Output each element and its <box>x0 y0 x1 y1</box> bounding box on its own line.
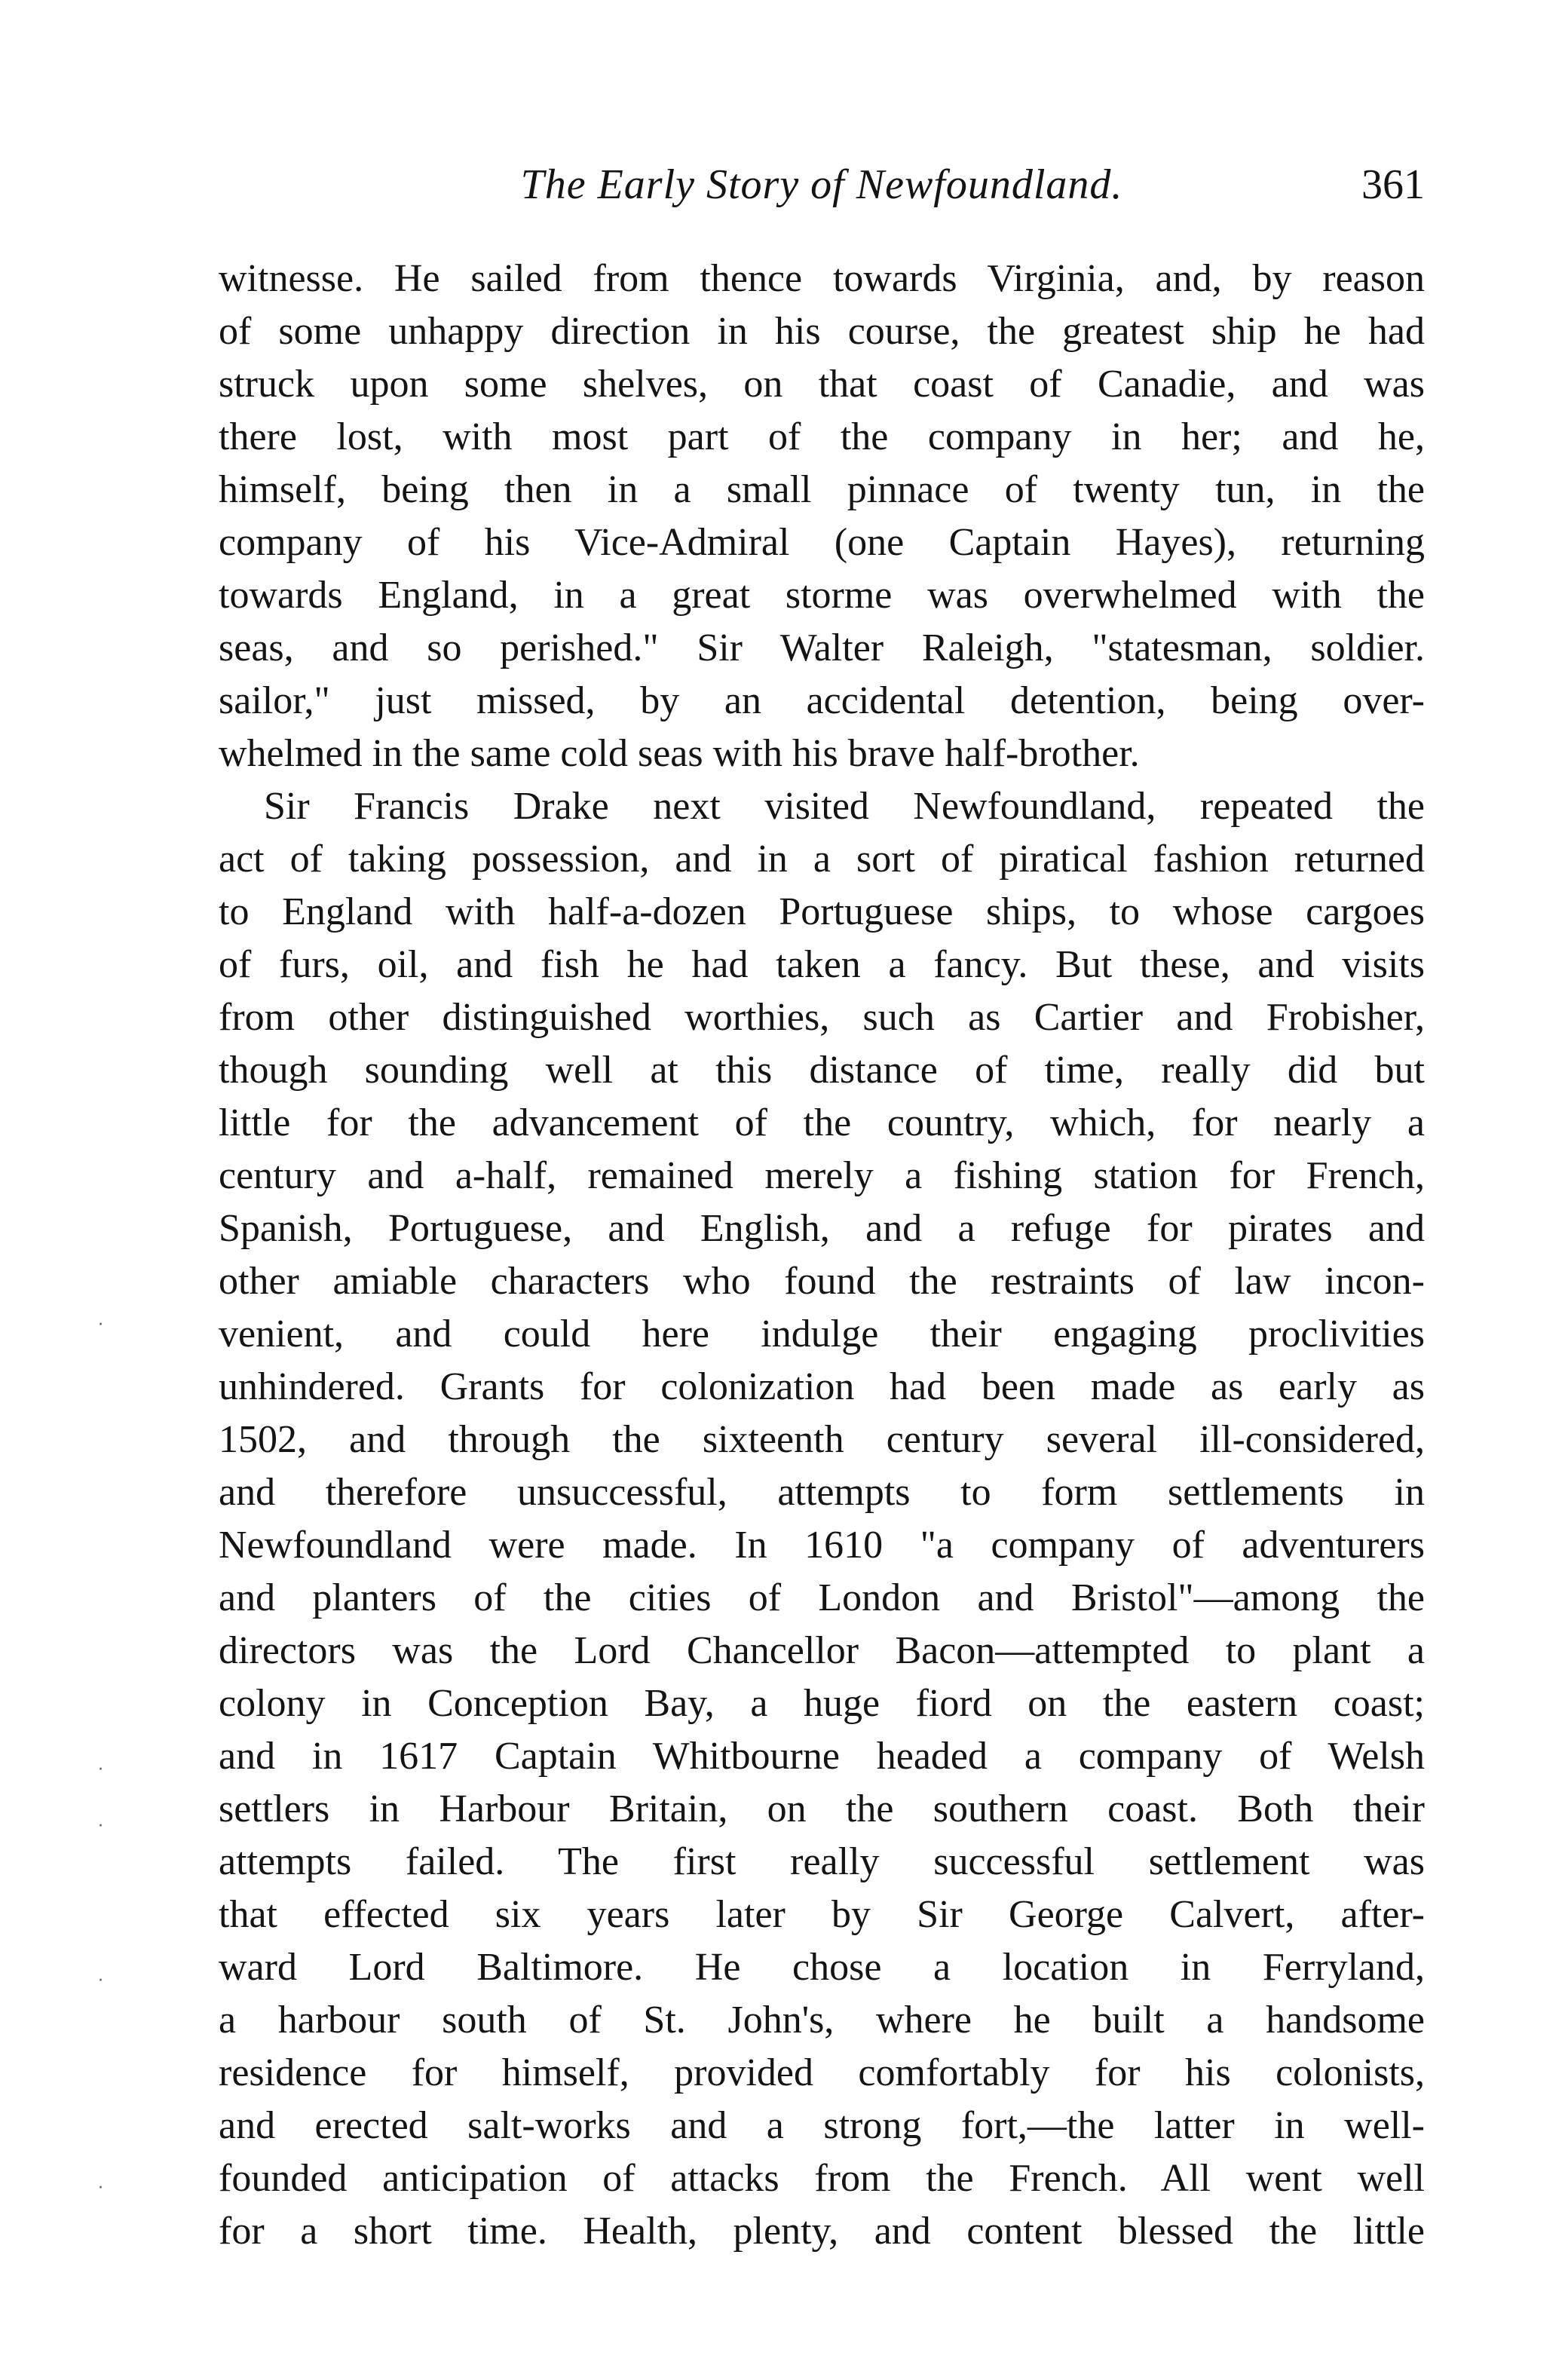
text-line: Spanish, Portuguese, and English, and a refuge for pirates and <box>219 1207 1425 1250</box>
text-line: residence for himself, provided comfortably for his colonists, <box>219 2051 1425 2094</box>
text-line: whelmed in the same cold seas with his brave half-brother. <box>219 732 1140 775</box>
page-number: 361 <box>1361 161 1425 208</box>
text-line: act of taking possession, and in a sort of piratical fashion returned <box>219 838 1425 881</box>
margin-speck: · <box>98 1817 103 1836</box>
text-line: colony in Conception Bay, a huge fiord on the eastern coast; <box>219 1682 1425 1725</box>
text-line: unhindered. Grants for colonization had been made as early as <box>219 1365 1425 1408</box>
text-line: that effected six years later by Sir George Calvert, after- <box>219 1893 1425 1936</box>
text-line: and in 1617 Captain Whitbourne headed a company of Welsh <box>219 1735 1425 1778</box>
text-line: witnesse. He sailed from thence towards Virginia, and, by reason <box>219 257 1425 300</box>
text-line: Newfoundland were made. In 1610 "a company of adventurers <box>219 1524 1425 1567</box>
text-line: struck upon some shelves, on that coast of Canadie, and was <box>219 363 1425 406</box>
text-line: himself, being then in a small pinnace of twenty tun, in the <box>219 468 1425 511</box>
text-line: though sounding well at this distance of time, really did but <box>219 1049 1425 1092</box>
text-line: and therefore unsuccessful, attempts to form settlements in <box>219 1471 1425 1514</box>
text-line: for a short time. Health, plenty, and content blessed the little <box>219 2210 1425 2253</box>
running-title: The Early Story of Newfoundland. <box>520 161 1123 208</box>
text-line: ward Lord Baltimore. He chose a location in Ferryland, <box>219 1946 1425 1989</box>
text-line: little for the advancement of the country, which, for nearly a <box>219 1101 1425 1144</box>
text-line: from other distinguished worthies, such as Cartier and Frobisher, <box>219 996 1425 1039</box>
text-line: 1502, and through the sixteenth century several ill-considered, <box>219 1418 1425 1461</box>
text-line: seas, and so perished." Sir Walter Raleigh, "statesman, soldier. <box>219 626 1425 669</box>
text-line: attempts failed. The first really successful settlement was <box>219 1840 1425 1883</box>
margin-speck: · <box>98 1971 103 1990</box>
text-line: other amiable characters who found the restraints of law incon- <box>219 1260 1425 1303</box>
text-line: there lost, with most part of the company in her; and he, <box>219 415 1425 458</box>
running-header <box>219 155 1425 215</box>
text-line: founded anticipation of attacks from the French. All went well <box>219 2157 1425 2200</box>
text-line: Sir Francis Drake next visited Newfoundland, repeated the <box>264 785 1425 828</box>
text-line: and erected salt-works and a strong fort,—the latter in well- <box>219 2104 1425 2147</box>
text-line: to England with half-a-dozen Portuguese ships, to whose cargoes <box>219 890 1425 933</box>
text-line: directors was the Lord Chancellor Bacon—attempted to plant a <box>219 1629 1425 1672</box>
text-line: towards England, in a great storme was overwhelmed with the <box>219 574 1425 617</box>
margin-speck: · <box>98 1316 103 1334</box>
margin-speck: · <box>98 2179 103 2198</box>
text-line: of some unhappy direction in his course, the greatest ship he had <box>219 310 1425 353</box>
margin-speck: · <box>98 1760 103 1779</box>
text-line: a harbour south of St. John's, where he built a handsome <box>219 1999 1425 2042</box>
text-line: venient, and could here indulge their engaging proclivities <box>219 1313 1425 1355</box>
body-text <box>219 253 1425 2258</box>
text-line: company of his Vice-Admiral (one Captain Hayes), returning <box>219 521 1425 564</box>
text-line: of furs, oil, and fish he had taken a fancy. But these, and visits <box>219 943 1425 986</box>
text-line: century and a-half, remained merely a fishing station for French, <box>219 1154 1425 1197</box>
text-line: settlers in Harbour Britain, on the southern coast. Both their <box>219 1787 1425 1830</box>
text-line: sailor," just missed, by an accidental detention, being over- <box>219 679 1425 722</box>
text-line: and planters of the cities of London and Bristol"—among the <box>219 1576 1425 1619</box>
